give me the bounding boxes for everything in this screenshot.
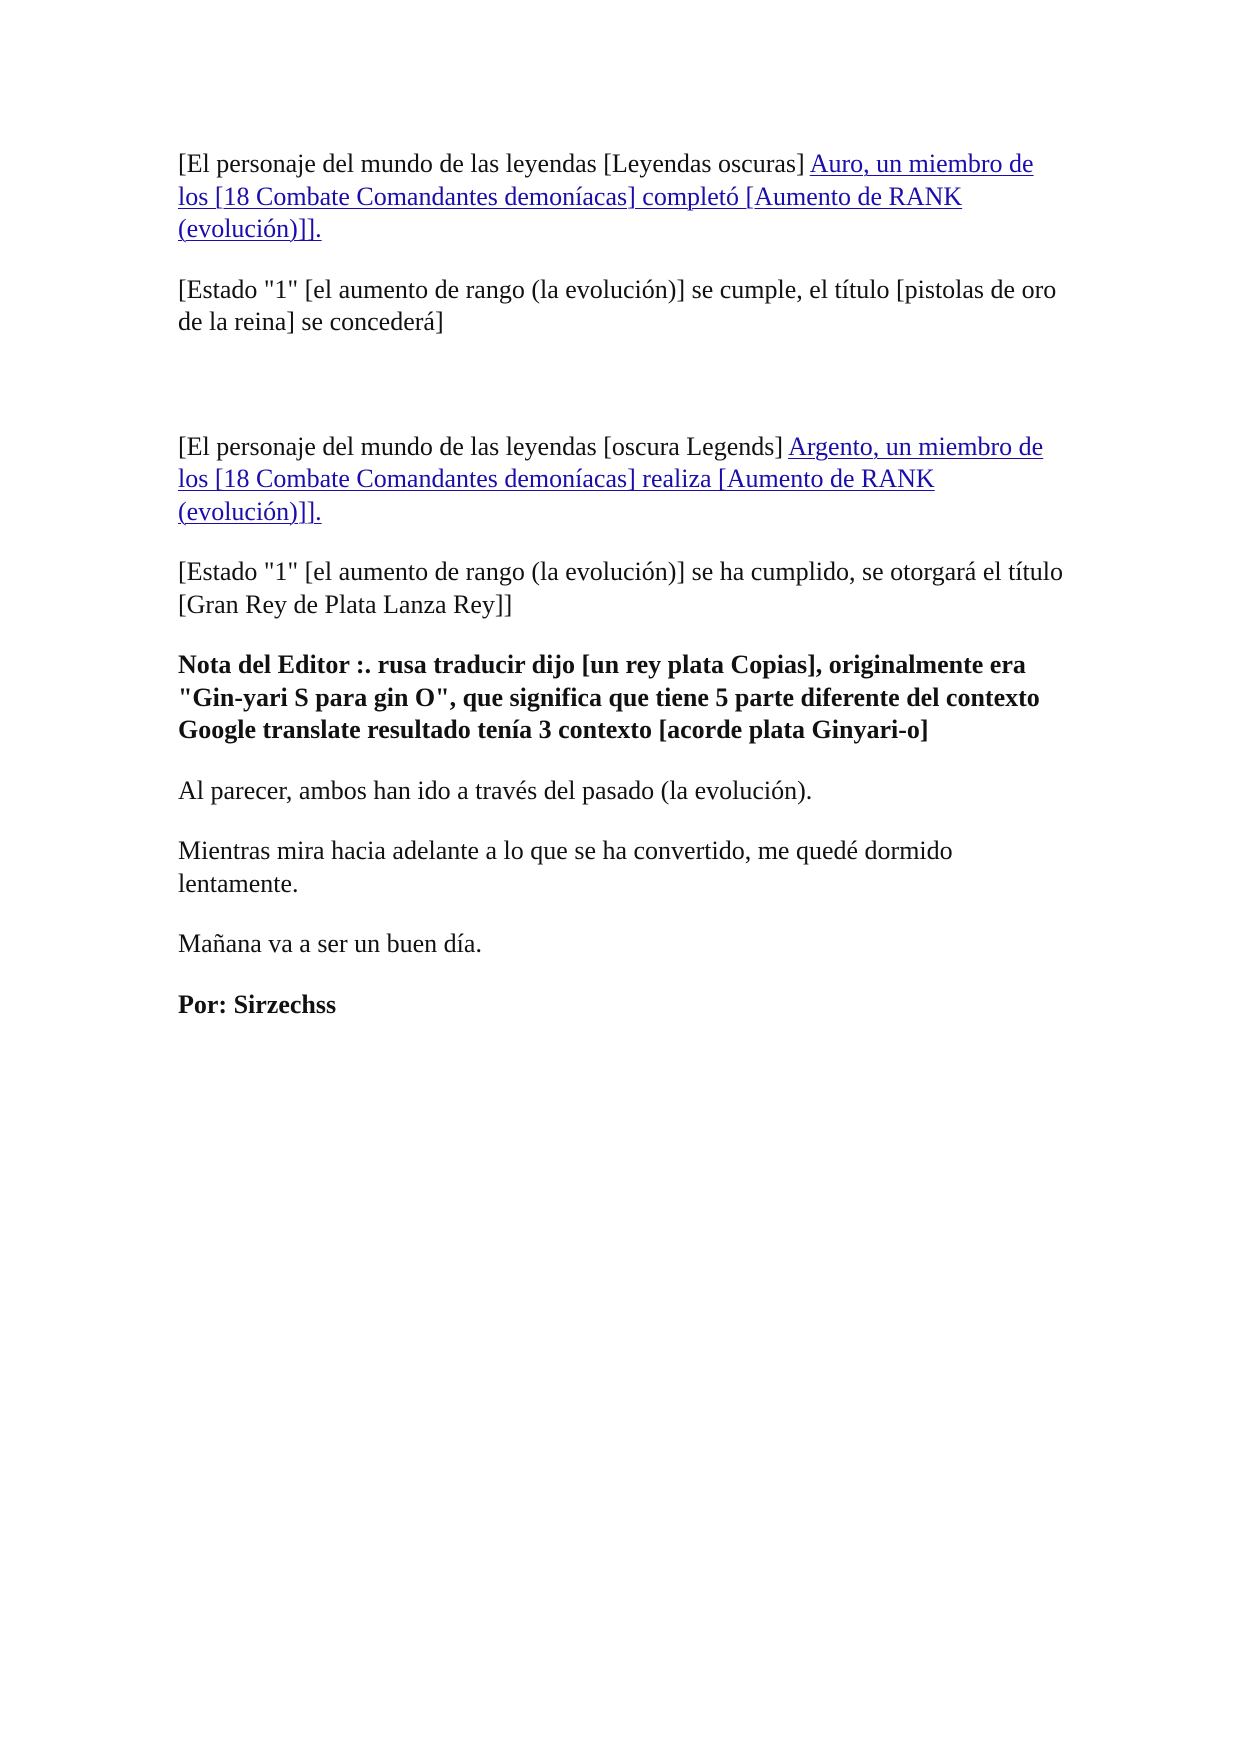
paragraph-condition-silver-spear: [Estado "1" [el aumento de rango (la evolución)] se ha cumplido, se otorgará el título [Gran Rey de Plata Lanza Rey]]: [178, 557, 1063, 619]
editor-note: Nota del Editor :. rusa traducir dijo [un rey plata Copias], originalmente era "Gin-yari S para gin O", que significa que tiene 5 parte diferente del contexto Google translate resultado tenía 3 contexto [acorde plata Ginyari-o]: [178, 650, 1040, 744]
paragraph-text: [El personaje del mundo de las leyendas [Leyendas oscuras]: [178, 149, 810, 178]
paragraph-argento-rank-up: [178, 431, 1068, 529]
paragraph-fell-asleep: Mientras mira hacia adelante a lo que se ha convertido, me quedé dormido lentamente.: [178, 836, 953, 898]
paragraph-condition-gold-pistols: [Estado "1" [el aumento de rango (la evolución)] se cumple, el título [pistolas de oro de la reina] se concederá]: [178, 274, 1057, 336]
argento-rank-up-link[interactable]: Argento, un miembro de los [18 Combate Comandantes demoníacas] realiza [Aumento de RANK (evolución)]].: [178, 431, 1044, 526]
paragraph-good-day: Mañana va a ser un buen día.: [178, 929, 482, 958]
paragraph-auro-rank-up: [178, 148, 1068, 246]
document-page: [178, 148, 1068, 1021]
paragraph-text: [El personaje del mundo de las leyendas [oscura Legends]: [178, 431, 789, 461]
auro-rank-up-link[interactable]: Auro, un miembro de los [18 Combate Comandantes demoníacas] completó [Aumento de RANK (evolución)]].: [178, 149, 1034, 243]
author-credit: Por: Sirzechss: [178, 989, 337, 1019]
paragraph-evolution: Al parecer, ambos han ido a través del pasado (la evolución).: [178, 775, 813, 805]
